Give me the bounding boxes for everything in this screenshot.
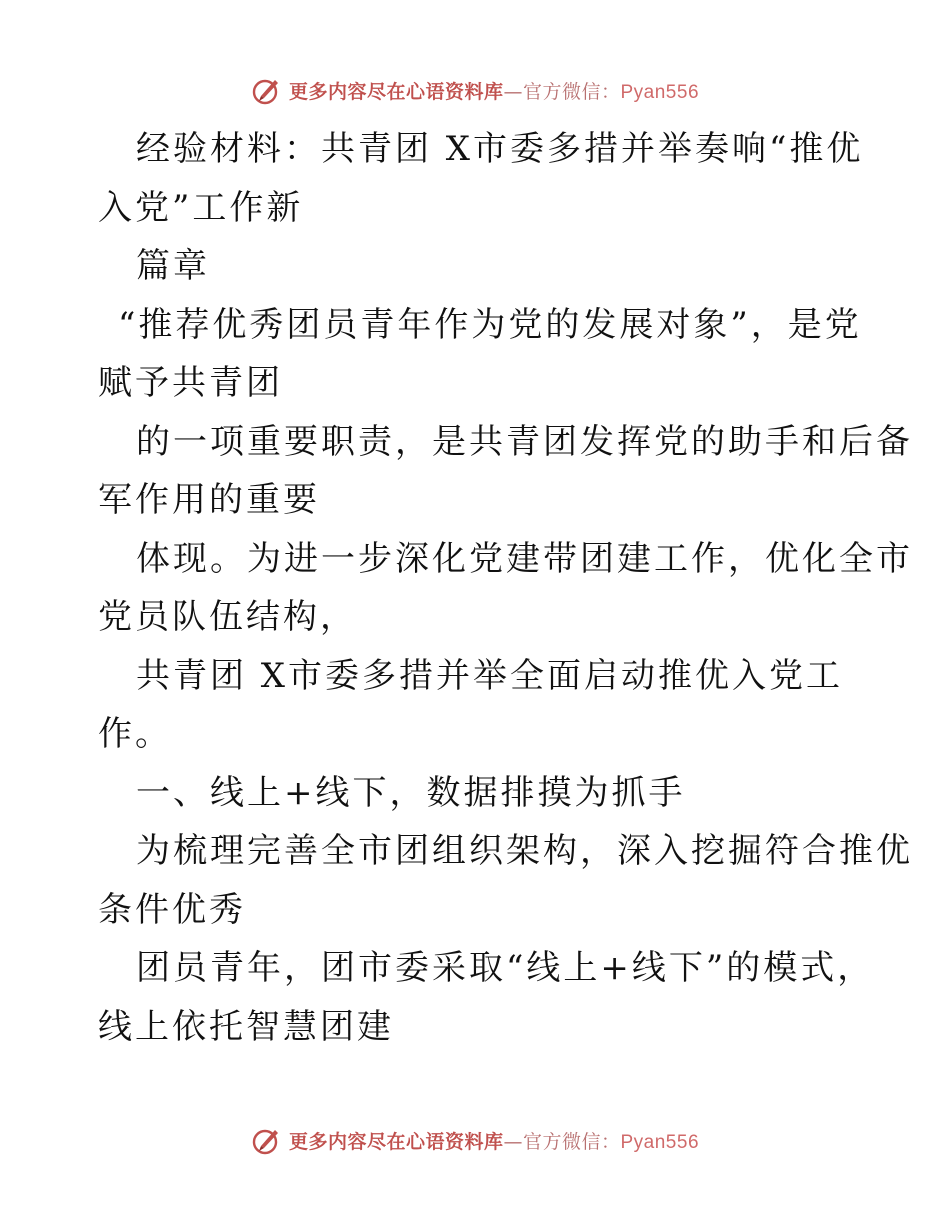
watermark-sub: 官方微信：	[522, 80, 621, 103]
watermark-text	[289, 1127, 699, 1154]
doc-line-9: 党员队伍结构，	[98, 597, 357, 637]
doc-line-11: 作。	[98, 714, 172, 754]
doc-line-3: 篇章	[136, 246, 210, 286]
doc-line-16: 线上依托智慧团建	[98, 1006, 394, 1047]
quill-pen-circle-icon	[251, 74, 283, 106]
quill-pen-circle-icon	[251, 1124, 283, 1156]
doc-line-5: 赋予共青团	[98, 363, 283, 403]
doc-line-7: 军作用的重要	[98, 480, 320, 520]
doc-line-14: 条件优秀	[98, 889, 246, 930]
doc-line-10: 共青团 X市委多措并举全面启动推优入党工	[136, 655, 844, 696]
watermark-dash: —	[503, 1130, 523, 1153]
doc-line-15: 团员青年，团市委采取“线上+线下”的模式，	[136, 948, 875, 988]
watermark-main: 更多内容尽在心语资料库	[288, 80, 504, 103]
document-body	[98, 120, 913, 1056]
doc-line-2: 入党”工作新	[98, 187, 304, 228]
doc-line-8: 体现。为进一步深化党建带团建工作，优化全市	[136, 538, 913, 579]
footer-watermark-banner	[0, 1120, 950, 1160]
doc-line-12: 一、线上+线下，数据排摸为抓手	[136, 772, 686, 813]
watermark-main: 更多内容尽在心语资料库	[288, 1130, 504, 1153]
doc-line-6: 的一项重要职责，是共青团发挥党的助手和后备	[136, 421, 913, 462]
header-watermark-banner	[0, 70, 950, 110]
watermark-wechat-id: Pyan556	[620, 81, 700, 103]
doc-line-13: 为梳理完善全市团组织架构，深入挖掘符合推优	[136, 831, 913, 871]
watermark-text	[289, 77, 699, 104]
doc-line-4: “推荐优秀团员青年作为党的发展对象”，是党	[118, 304, 862, 345]
watermark-sub: 官方微信：	[522, 1130, 621, 1153]
watermark-wechat-id: Pyan556	[620, 1131, 700, 1153]
watermark-dash: —	[503, 80, 523, 103]
doc-line-1: 经验材料：共青团 X市委多措并举奏响“推优	[136, 129, 864, 169]
